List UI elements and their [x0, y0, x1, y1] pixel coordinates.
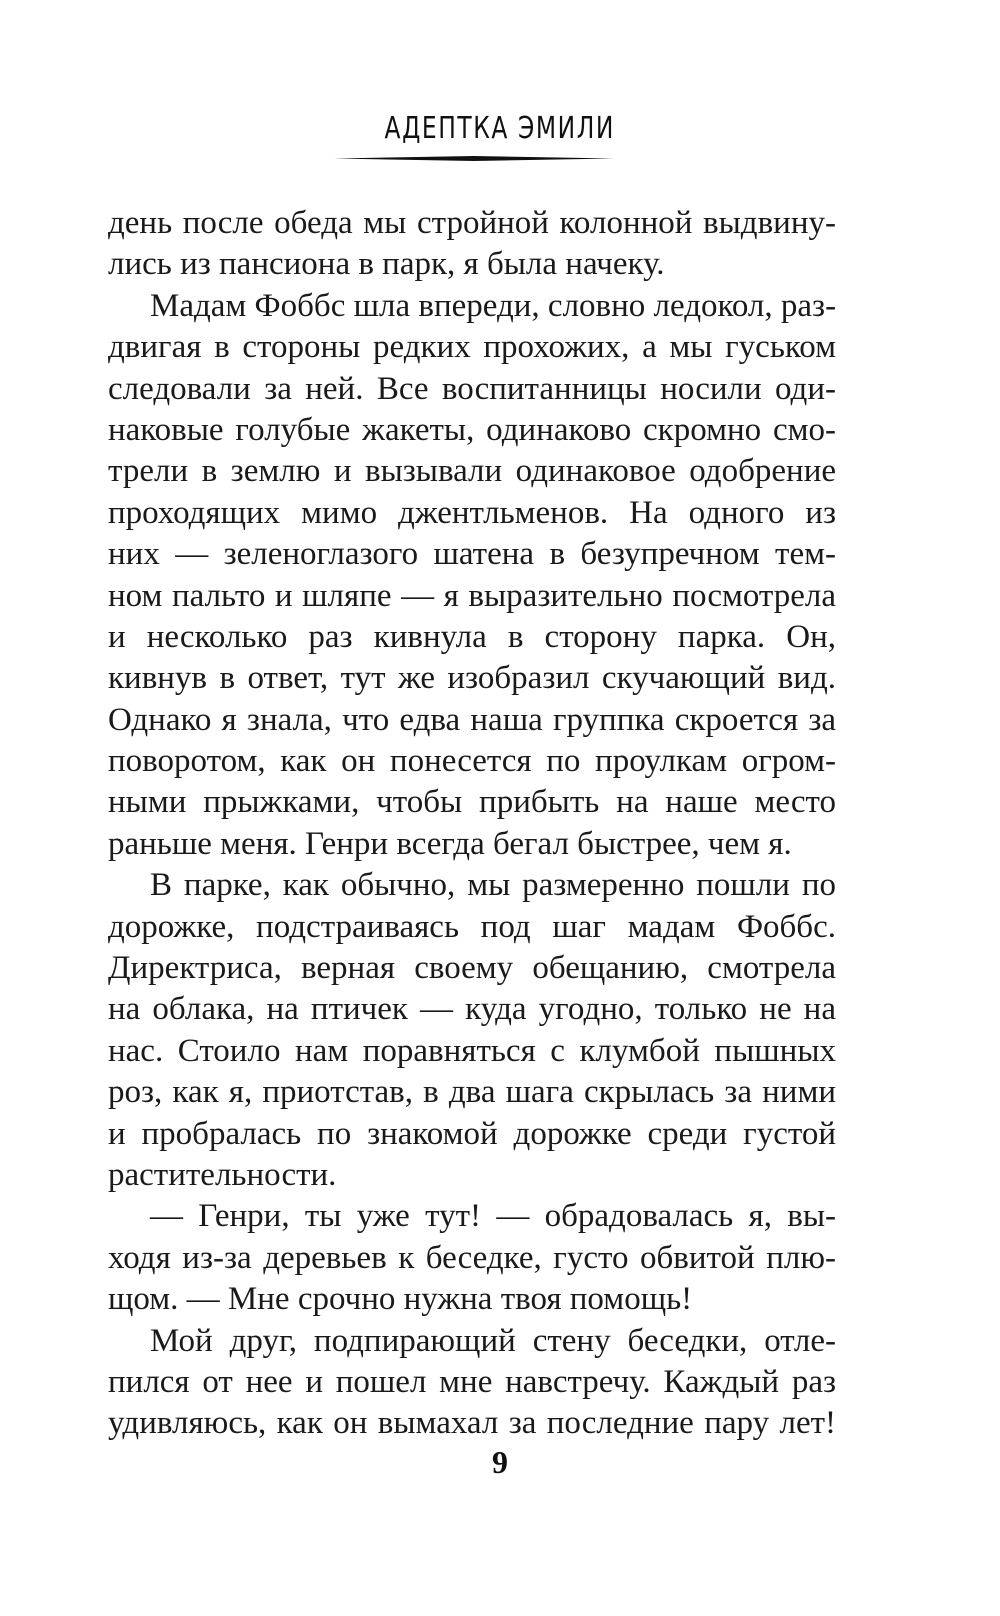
- text-line: дорожке, подстраиваясь под шаг мадам Фоббс.: [108, 908, 836, 945]
- text-line: ходя из-за деревьев к беседке, густо обвитой плю-: [108, 1239, 836, 1276]
- text-line: Мадам Фоббс шла впереди, словно ледокол, раз-: [150, 287, 837, 324]
- text-line: день после обеда мы стройной колонной выдвину-: [108, 205, 836, 241]
- text-line: нас. Стоило нам поравняться с клумбой пышных: [108, 1032, 836, 1069]
- text-line: лись из пансиона в парк, я была начеку.: [108, 246, 665, 283]
- text-line: следовали за ней. Все воспитанницы носили оди-: [108, 370, 836, 407]
- text-line: них — зеленоглазого шатена в безупречном тем-: [108, 536, 836, 573]
- text-line: проходящих мимо джентльменов. На одного из: [108, 494, 836, 531]
- text-line: ными прыжками, чтобы прибыть на наше место: [108, 784, 836, 821]
- text-line: трели в землю и вызывали одинаковое одобрение: [108, 453, 836, 490]
- text-line: Директриса, верная своему обещанию, смотрела: [108, 950, 836, 987]
- text-line: роз, как я, приотстав, в два шага скрылась за ними: [108, 1074, 836, 1111]
- text-line: — Генри, ты уже тут! — обрадовалась я, вы-: [150, 1198, 836, 1235]
- text-line: ном пальто и шляпе — я выразительно посмотрела: [108, 577, 836, 614]
- text-line: щом. — Мне срочно нужна твоя помощь!: [108, 1281, 693, 1318]
- text-line: наковые голубые жакеты, одинаково скромно смо-: [108, 411, 836, 448]
- header-ornament-rule: [334, 156, 614, 161]
- text-line: растительности.: [108, 1156, 337, 1193]
- running-title: АДЕПТКА ЭМИЛИ: [384, 111, 616, 146]
- text-line: пился от нее и пошел мне навстречу. Каждый раз: [108, 1363, 836, 1400]
- text-line: Мой друг, подпирающий стену беседки, отле-: [150, 1322, 836, 1359]
- running-header: [0, 112, 1000, 146]
- text-line: удивляюсь, как он вымахал за последние пару лет!: [108, 1405, 836, 1442]
- text-line: кивнув в ответ, тут же изобразил скучающий вид.: [108, 660, 836, 697]
- text-line: поворотом, как он понесется по проулкам огром-: [108, 743, 836, 780]
- text-line: и несколько раз кивнула в сторону парка. Он,: [108, 618, 836, 655]
- text-line: Однако я знала, что едва наша группка скроется за: [108, 701, 836, 738]
- text-line: раньше меня. Генри всегда бегал быстрее, чем я.: [108, 825, 792, 862]
- text-line: на облака, на птичек — куда угодно, только не на: [108, 991, 836, 1028]
- text-line: двигая в стороны редких прохожих, а мы гуськом: [108, 329, 836, 366]
- text-line: и пробралась по знакомой дорожке среди густой: [108, 1115, 836, 1152]
- body-text: [108, 203, 836, 1445]
- text-line: В парке, как обычно, мы размеренно пошли по: [150, 867, 836, 904]
- page-number: 9: [492, 1444, 508, 1480]
